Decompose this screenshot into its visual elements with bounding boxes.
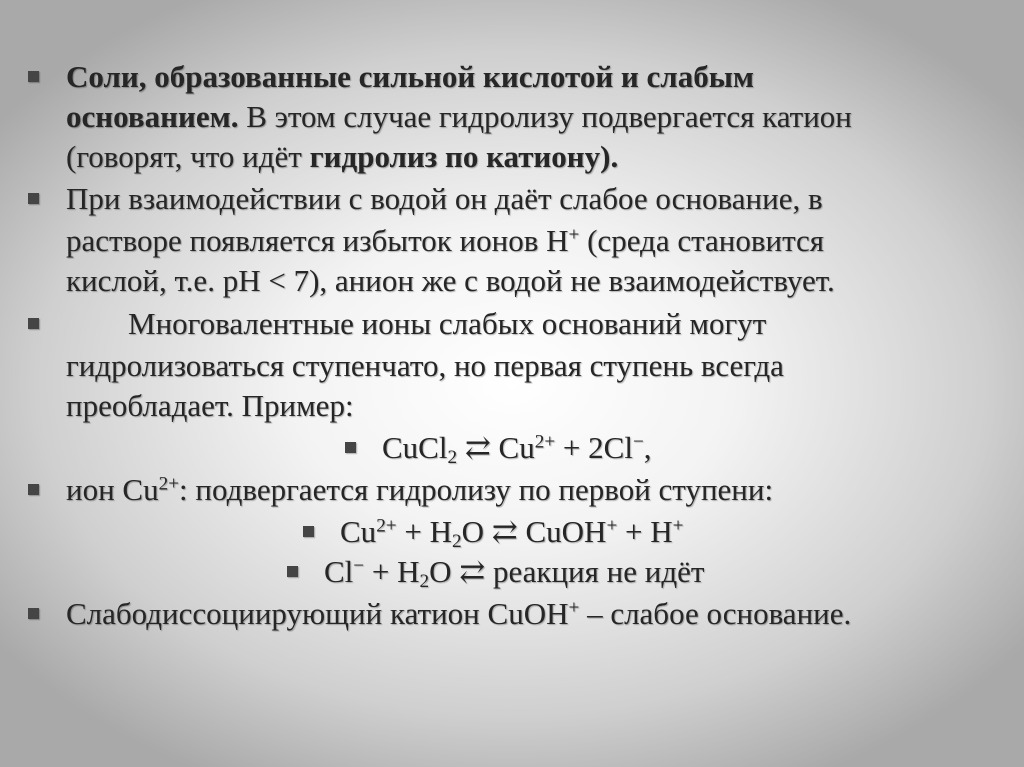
eq2-superscript: + (672, 515, 684, 537)
eq2-part: O ⇄ CuOH (461, 514, 607, 549)
eq3-part: + H (364, 554, 420, 589)
eq2-subscript: 2 (452, 530, 462, 552)
p5-part: – слабое основание. (579, 596, 852, 631)
p4-part: : подвергается гидролизу по первой ступени: (179, 472, 774, 507)
equation-3 (324, 552, 704, 592)
p4-superscript: 2+ (158, 473, 180, 495)
eq1-superscript: − (632, 431, 644, 453)
eq2-part: + H (396, 514, 452, 549)
paragraph-3-text-2: гидролизоваться ступенчато, но первая ступень всегда (66, 348, 784, 383)
eq3-part: Cl (324, 554, 354, 589)
square-bullet-icon (287, 566, 298, 577)
eq3-subscript: 2 (419, 570, 430, 592)
square-bullet-icon (28, 193, 39, 204)
square-bullet-icon (28, 484, 39, 495)
paragraph-2-text-3: кислой, т.е. рH < 7), анион же с водой не взаимодействует. (66, 263, 835, 298)
paragraph-1-text-2: (говорят, что идёт (66, 139, 310, 174)
equation-1 (382, 428, 652, 468)
p5-part: Слабодиссоциирующий катион CuOH (66, 596, 569, 631)
salt-type-heading-end: основанием. (66, 99, 239, 134)
square-bullet-icon (28, 608, 39, 619)
equation-2 (340, 512, 684, 552)
paragraph-4-text (66, 470, 773, 510)
eq3-superscript: − (353, 555, 365, 577)
paragraph-1-text: В этом случае гидролизу подвергается катион (238, 99, 852, 134)
eq2-superscript: 2+ (376, 515, 397, 537)
eq3-part: O ⇄ реакция не идёт (429, 554, 705, 589)
eq1-part: ⇄ Cu (457, 430, 535, 465)
square-bullet-icon (345, 442, 356, 453)
p4-part: ион Cu (66, 472, 159, 507)
salt-type-heading: Соли, образованные сильной кислотой и слабым (66, 59, 755, 94)
hydrogen-ion-charge: + (568, 224, 580, 246)
paragraph-2-text-1: При взаимодействии с водой он даёт слабое основание, в (66, 181, 823, 216)
eq1-part: , (643, 430, 652, 465)
cation-hydrolysis-term: гидролиз по катиону). (309, 139, 619, 174)
eq1-superscript: 2+ (534, 431, 556, 453)
square-bullet-icon (28, 71, 39, 82)
paragraph-5-text (66, 594, 851, 634)
eq1-part: + 2Cl (555, 430, 633, 465)
square-bullet-icon (28, 318, 39, 329)
eq2-part: + H (617, 514, 673, 549)
paragraph-3-text-3: преобладает. Пример: (66, 388, 354, 423)
paragraph-3-text-1: Многовалентные ионы слабых оснований могут (128, 306, 767, 341)
paragraph-2-text-2b: (среда становится (579, 223, 825, 258)
eq1-subscript: 2 (447, 446, 458, 468)
eq2-part: Cu (340, 514, 377, 549)
paragraph-2-text-2: растворе появляется избыток ионов H (66, 223, 569, 258)
eq2-superscript: + (606, 515, 618, 537)
square-bullet-icon (303, 526, 314, 537)
p5-superscript: + (568, 597, 580, 619)
eq1-part: CuCl (382, 430, 448, 465)
